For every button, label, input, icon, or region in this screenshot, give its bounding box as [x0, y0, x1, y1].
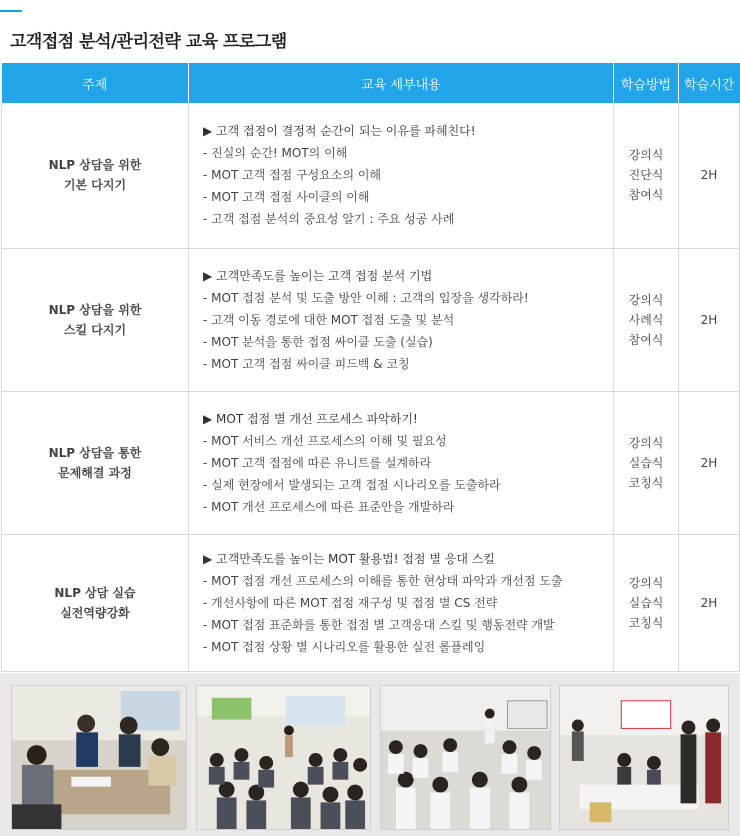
- topic-line: 기본 다지기: [63, 178, 127, 193]
- content-item: - 진실의 순간! MOT의 이해: [203, 146, 348, 161]
- topic-line: 문제해결 과정: [58, 465, 132, 480]
- training-photo-2: [196, 685, 371, 830]
- method-cell: [614, 391, 679, 534]
- content-item: - 고객 이동 경로에 대한 MOT 접점 도출 및 분석: [203, 312, 455, 327]
- hours-cell: 2H: [679, 248, 740, 391]
- content-item: - MOT 개선 프로세스에 따른 표준안을 개발하라: [203, 499, 455, 514]
- content-item: - MOT 서비스 개선 프로세스의 이해 및 필요성: [203, 433, 447, 448]
- content-lead: ▶ 고객 접점이 결정적 순간이 되는 이유를 파헤친다!: [203, 124, 476, 139]
- table-header-row: [2, 63, 740, 103]
- table-row: [2, 248, 740, 391]
- method-item: 강의식: [628, 148, 664, 163]
- header-method: 학습방법: [614, 63, 679, 103]
- content-item: - MOT 접점 상황 별 시나리오를 활용한 실전 롤플레잉: [203, 639, 486, 654]
- content-item: - MOT 고객 접점 구성요소의 이해: [203, 168, 382, 183]
- method-item: 강의식: [628, 292, 664, 307]
- table-row: [2, 534, 740, 671]
- title-accent-line: [0, 10, 22, 12]
- method-cell: [614, 248, 679, 391]
- training-photo-3: [380, 685, 551, 830]
- topic-line: NLP 상담 실습: [54, 585, 136, 600]
- method-item: 사례식: [628, 312, 664, 327]
- content-item: - 고객 접점 분석의 중요성 알기 : 주요 성공 사례: [203, 212, 455, 227]
- table-row: [2, 103, 740, 248]
- content-cell: [189, 103, 614, 248]
- table-row: [2, 391, 740, 534]
- content-item: - MOT 고객 접점 싸이클 피드백 & 코칭: [203, 356, 410, 371]
- photo-strip: [0, 673, 740, 836]
- method-item: 강의식: [628, 435, 664, 450]
- content-item: - MOT 접점 표준화를 통한 접점 별 고객응대 스킬 및 행동전략 개발: [203, 617, 555, 632]
- method-cell: [614, 534, 679, 671]
- method-item: 코칭식: [628, 615, 664, 630]
- hours-cell: 2H: [679, 103, 740, 248]
- topic-line: NLP 상담을 통한: [48, 445, 142, 460]
- header-topic: 주제: [2, 63, 189, 103]
- hours-cell: 2H: [679, 391, 740, 534]
- topic-cell: [2, 391, 189, 534]
- content-lead: ▶ 고객만족도를 높이는 고객 접점 분석 기법: [203, 268, 433, 283]
- topic-line: NLP 상담을 위한: [48, 158, 142, 173]
- page-title: 고객접점 분석/관리전략 교육 프로그램: [10, 32, 287, 52]
- method-cell: [614, 103, 679, 248]
- topic-cell: [2, 248, 189, 391]
- content-cell: [189, 534, 614, 671]
- method-item: 강의식: [628, 575, 664, 590]
- topic-line: NLP 상담을 위한: [48, 302, 142, 317]
- header-content: 교육 세부내용: [189, 63, 614, 103]
- training-photo-4: [559, 685, 729, 830]
- topic-line: 실전역량강화: [60, 605, 130, 620]
- topic-cell: [2, 534, 189, 671]
- content-lead: ▶ 고객만족도를 높이는 MOT 활용법! 접점 별 응대 스킬: [203, 551, 495, 566]
- content-lead: ▶ MOT 접점 별 개선 프로세스 파악하기!: [203, 411, 418, 426]
- training-photo-1: [11, 685, 187, 830]
- content-item: - 실제 현장에서 발생되는 고객 접점 시나리오를 도출하라: [203, 477, 501, 492]
- method-item: 참여식: [628, 332, 664, 347]
- content-item: - MOT 접점 분석 및 도출 방안 이해 : 고객의 입장을 생각하라!: [203, 290, 529, 305]
- method-item: 참여식: [628, 188, 664, 203]
- content-item: - MOT 고객 접점 사이클의 이해: [203, 190, 370, 205]
- topic-cell: [2, 103, 189, 248]
- method-item: 실습식: [628, 595, 664, 610]
- content-item: - 개선사항에 따른 MOT 접점 재구성 및 접점 별 CS 전략: [203, 595, 498, 610]
- hours-cell: 2H: [679, 534, 740, 671]
- content-item: - MOT 고객 접점에 따른 유니트를 설계하라: [203, 455, 432, 470]
- content-cell: [189, 391, 614, 534]
- content-item: - MOT 접점 개선 프로세스의 이해를 통한 현상태 파악과 개선점 도출: [203, 573, 563, 588]
- topic-line: 스킬 다지기: [63, 322, 127, 337]
- content-item: - MOT 분석을 통한 접점 싸이클 도출 (실습): [203, 334, 433, 349]
- method-item: 코칭식: [628, 475, 664, 490]
- method-item: 실습식: [628, 455, 664, 470]
- method-item: 진단식: [628, 168, 664, 183]
- header-hours: 학습시간: [679, 63, 740, 103]
- program-table: [1, 63, 740, 672]
- content-cell: [189, 248, 614, 391]
